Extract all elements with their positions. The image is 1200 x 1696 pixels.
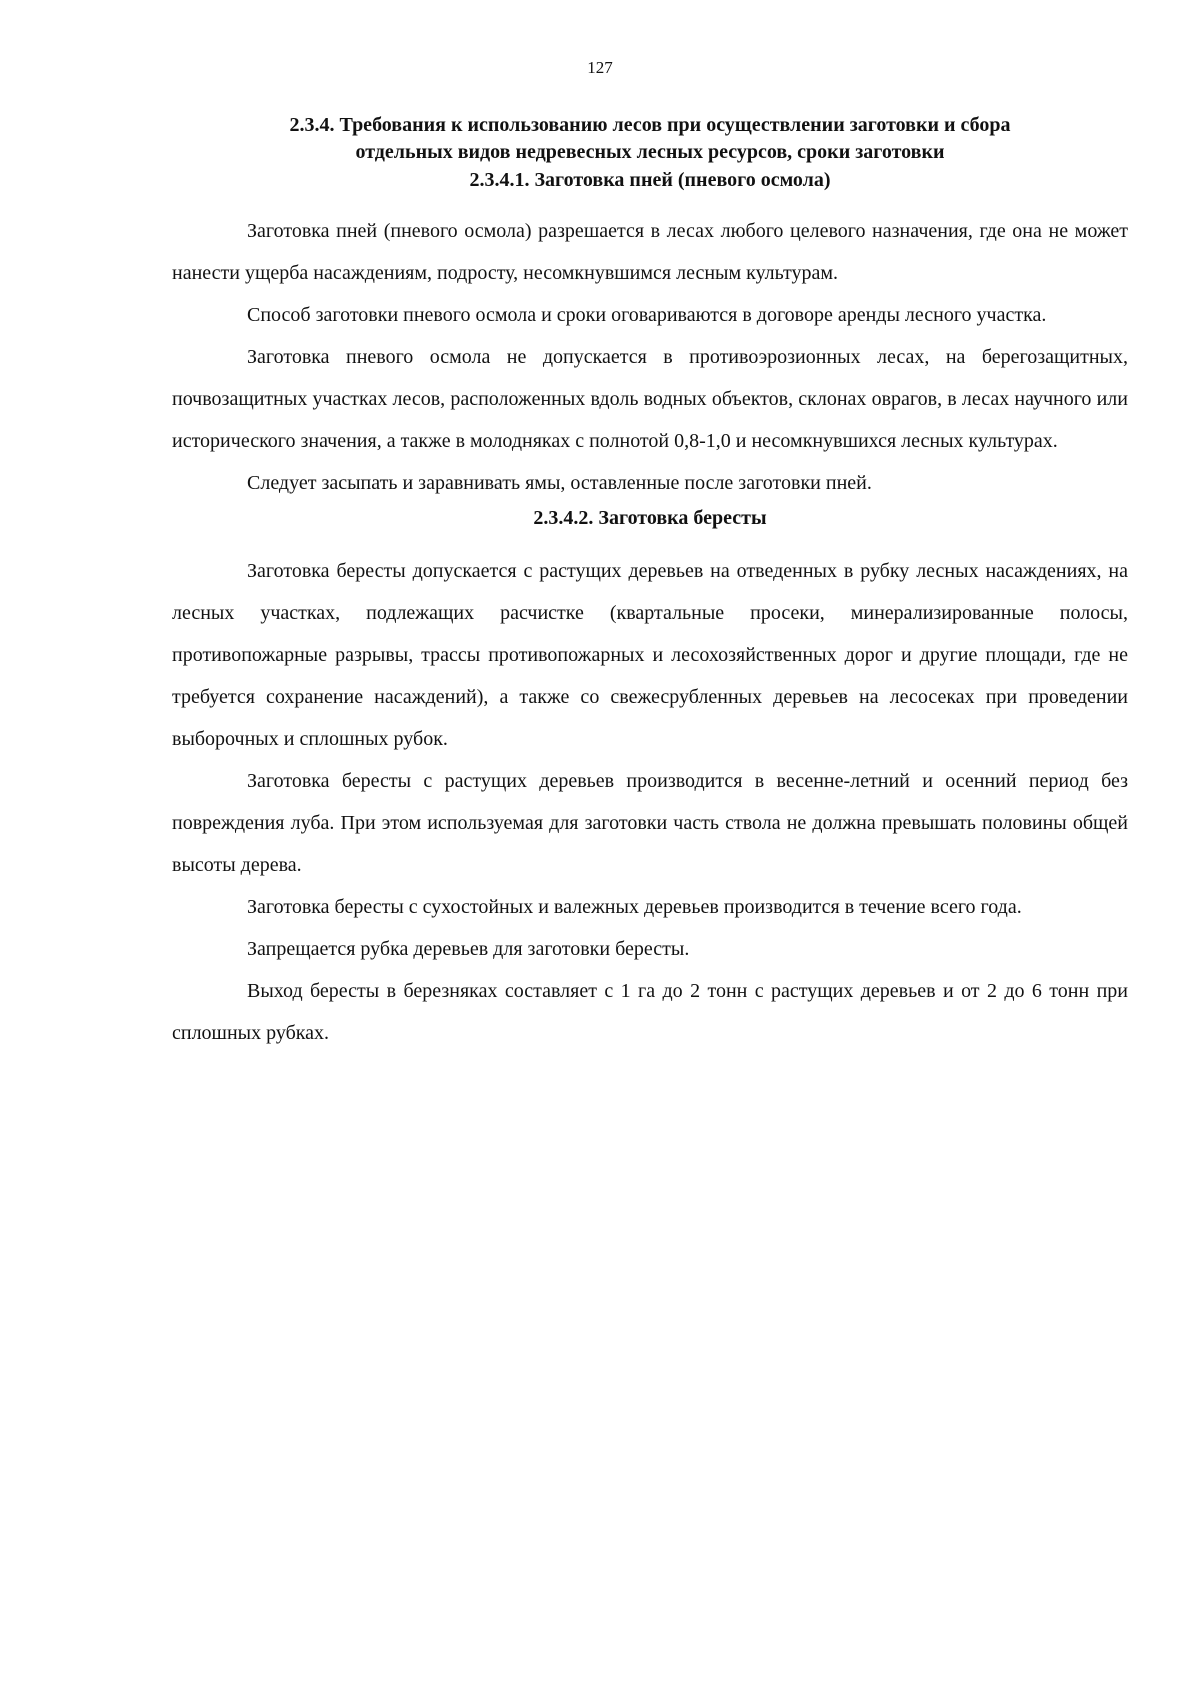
paragraph: Заготовка бересты с сухостойных и валежных деревьев производится в течение всего года. [247, 896, 1022, 918]
paragraph: Заготовка пней (пневого осмола) разрешается в лесах любого целевого назначения, где она не может нанести ущерба насаждениям, подросту, несомкнувшимся лесным культурам. [172, 220, 1128, 284]
page-number: 127 [587, 58, 613, 77]
subsection-title-stumps: 2.3.4.1. Заготовка пней (пневого осмола) [469, 169, 831, 191]
paragraph: Способ заготовки пневого осмола и сроки оговариваются в договоре аренды лесного участка. [247, 304, 1047, 326]
section-heading [172, 112, 1128, 166]
paragraph: Заготовка пневого осмола не допускается в противоэрозионных лесах, на берегозащитных, почвозащитных участках лесов, расположенных вдоль водных объектов, склонах оврагов, в лесах научного или исторического значения, а также в молодняках с полнотой 0,8-1,0 и несомкнувшихся лесных культурах. [172, 346, 1128, 452]
subsection-title-birch-bark: 2.3.4.2. Заготовка бересты [533, 507, 767, 529]
paragraph: Выход бересты в березняках составляет с 1 га до 2 тонн с растущих деревьев и от 2 до 6 тонн при сплошных рубках. [172, 980, 1128, 1044]
paragraph: Запрещается рубка деревьев для заготовки бересты. [247, 938, 690, 960]
paragraph: Заготовка бересты с растущих деревьев производится в весенне-летний и осенний период без повреждения луба. При этом используемая для заготовки часть ствола не должна превышать половины общей высоты дерева. [172, 770, 1128, 876]
page-content [172, 112, 1128, 1054]
paragraph: Следует засыпать и заравнивать ямы, оставленные после заготовки пней. [247, 472, 872, 494]
paragraph: Заготовка бересты допускается с растущих деревьев на отведенных в рубку лесных насаждениях, на лесных участках, подлежащих расчистке (квартальные просеки, минерализированные полосы, противопожарные разрывы, трассы противопожарных и лесохозяйственных дорог и другие площади, где не требуется сохранение насаждений), а также со свежесрубленных деревьев на лесосеках при проведении выборочных и сплошных рубок. [172, 560, 1128, 750]
section-heading-line-2: отдельных видов недревесных лесных ресурсов, сроки заготовки [355, 141, 945, 163]
section-heading-line-1: 2.3.4. Требования к использованию лесов при осуществлении заготовки и сбора [289, 114, 1011, 136]
